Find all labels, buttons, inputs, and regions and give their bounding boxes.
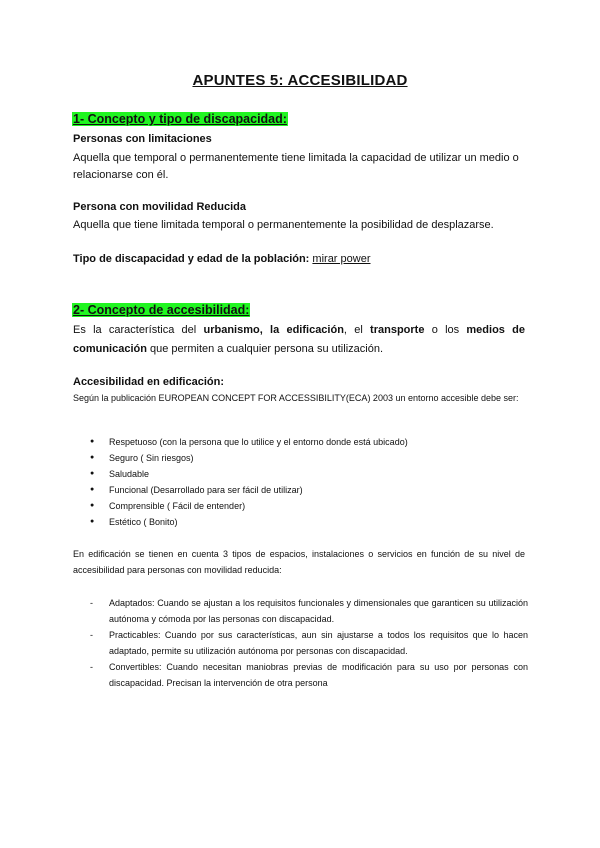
list-item: ● Respetuoso (con la persona que lo utilice y el entorno donde está ubicado)	[90, 434, 408, 450]
term-movilidad-reducida: Persona con movilidad Reducida	[73, 201, 246, 213]
list-item: ● Saludable	[90, 466, 408, 482]
def-bold-transporte: transporte	[370, 324, 425, 336]
definition-1-line-1: Aquella que temporal o permanentemente tiene limitada la capacidad de utilizar un medio o	[73, 152, 519, 164]
definition-1-line-2: relacionarse con él.	[73, 169, 169, 181]
espacios-paragraph: En edificación se tienen en cuenta 3 tipos de espacios, instalaciones o servicios en función de su nivel de accesibilidad para personas con movilidad reducida:	[73, 549, 525, 575]
mirar-power-link[interactable]: mirar power	[312, 253, 371, 265]
def-bold-medios: medios de comunicación	[73, 324, 525, 355]
page-title: APUNTES 5: ACCESIBILIDAD	[192, 72, 408, 89]
tipo-discapacidad-label: Tipo de discapacidad y edad de la población:	[73, 253, 310, 265]
list-item: ● Comprensible ( Fácil de entender)	[90, 498, 408, 514]
list-item: ● Funcional (Desarrollado para ser fácil de utilizar)	[90, 482, 408, 498]
tipo-discapacidad-line	[73, 250, 371, 269]
list-item: ● Estético ( Bonito)	[90, 514, 408, 530]
definition-2: Aquella que tiene limitada temporal o permanentemente la posibilidad de desplazarse.	[73, 219, 494, 231]
eca-intro: Según la publicación EUROPEAN CONCEPT FOR ACCESSIBILITY(ECA) 2003 un entorno accesible debe ser:	[73, 393, 519, 403]
accessible-requirements-list	[90, 434, 408, 530]
def-text-4: que permiten a cualquier persona su utilización.	[146, 343, 383, 355]
list-item: ● Seguro ( Sin riesgos)	[90, 450, 408, 466]
space-types-list	[90, 595, 528, 691]
list-item: - Practicables: Cuando por sus características, aun sin ajustarse a todos los requisitos que lo hacen adaptado, permite su utilización autónoma por personas con discapacidad.	[90, 627, 528, 659]
sub-heading-edificacion: Accesibilidad en edificación:	[73, 376, 224, 388]
def-text-1: Es la característica del	[73, 324, 204, 336]
section-1-heading: 1- Concepto y tipo de discapacidad:	[73, 112, 287, 126]
term-personas-con-limitaciones: Personas con limitaciones	[73, 133, 212, 145]
def-text-2: , el	[343, 324, 371, 336]
def-text-3: o los	[424, 324, 467, 336]
list-item: - Convertibles: Cuando necesitan maniobras previas de modificación para su uso por personas con discapacidad. Precisan la intervención de otra persona	[90, 659, 528, 691]
def-bold-urbanismo: urbanismo, la edificación	[203, 324, 344, 336]
list-item: - Adaptados: Cuando se ajustan a los requisitos funcionales y dimensionales que garanticen su utilización autónoma y cómoda por las personas con discapacidad.	[90, 595, 528, 627]
accesibilidad-definition	[73, 321, 525, 359]
section-2-heading: 2- Concepto de accesibilidad:	[73, 303, 250, 317]
